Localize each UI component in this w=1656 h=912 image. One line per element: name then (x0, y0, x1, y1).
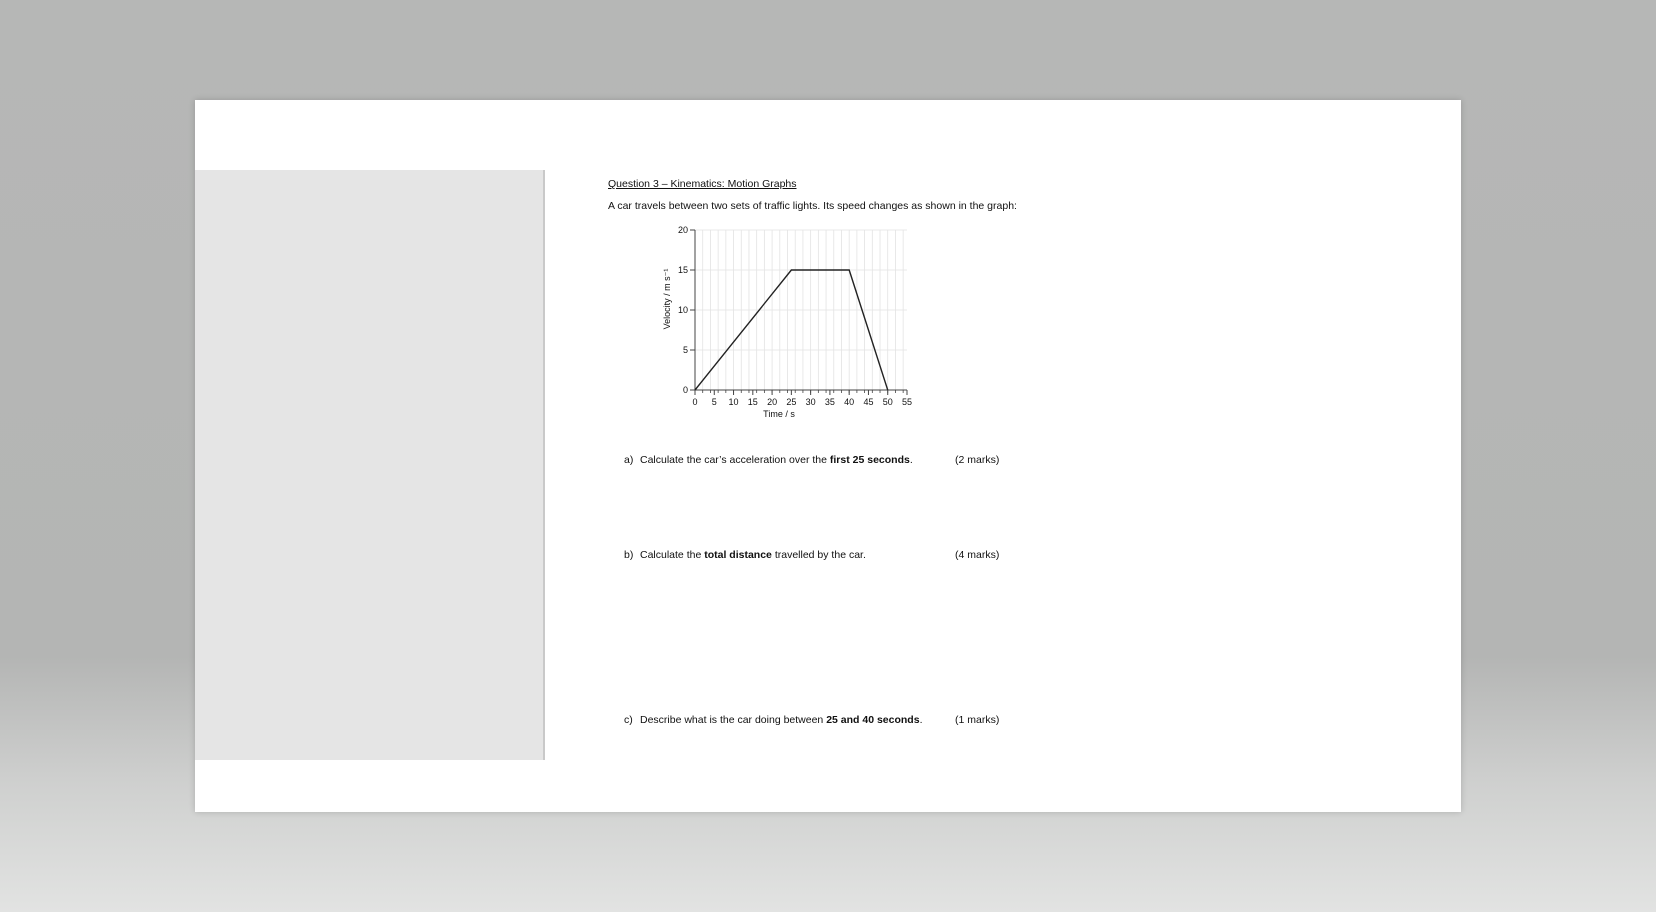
x-tick-label: 15 (747, 397, 758, 407)
x-tick-label: 0 (692, 397, 698, 407)
question-intro: A car travels between two sets of traffic lights. Its speed changes as shown in the graph: (608, 200, 1017, 212)
y-tick-label: 15 (677, 265, 688, 275)
velocity-time-chart (655, 222, 945, 422)
question-b (624, 549, 866, 561)
question-title: Question 3 – Kinematics: Motion Graphs (608, 178, 797, 190)
side-panel (195, 170, 545, 760)
x-tick-label: 35 (824, 397, 835, 407)
question-a (624, 454, 913, 466)
x-tick-label: 25 (786, 397, 797, 407)
question-c-marks: (1 marks) (955, 714, 1000, 726)
question-c-text: Describe what is the car doing between (640, 714, 827, 726)
question-b-tail: travelled by the car. (771, 549, 866, 561)
x-tick-label: 20 (767, 397, 778, 407)
question-c-emphasis: 25 and 40 seconds (826, 714, 920, 726)
x-tick-label: 10 (728, 397, 739, 407)
question-b-text: Calculate the (640, 549, 705, 561)
question-a-tail: . (909, 454, 913, 466)
question-c (624, 714, 923, 726)
document-page (195, 100, 1461, 812)
x-tick-label: 40 (844, 397, 855, 407)
x-tick-label: 30 (805, 397, 816, 407)
x-tick-label: 50 (882, 397, 893, 407)
question-b-marks: (4 marks) (955, 549, 1000, 561)
y-axis-label: Velocity / m s⁻¹ (662, 268, 672, 330)
y-tick-label: 20 (677, 225, 688, 235)
y-tick-label: 5 (682, 345, 688, 355)
velocity-series-line (695, 270, 888, 390)
question-a-marks: (2 marks) (955, 454, 1000, 466)
x-tick-label: 55 (901, 397, 913, 407)
y-tick-label: 0 (682, 385, 688, 395)
x-tick-label: 5 (711, 397, 717, 407)
question-c-letter: c) (624, 714, 633, 726)
x-axis-label: Time / s (763, 409, 795, 419)
question-b-emphasis: total distance (704, 549, 772, 561)
x-tick-label: 45 (863, 397, 874, 407)
chart-grid (695, 230, 907, 390)
question-a-emphasis: first 25 seconds (829, 454, 910, 466)
question-a-text: Calculate the car’s acceleration over the (640, 454, 830, 466)
question-b-letter: b) (624, 549, 634, 561)
question-a-letter: a) (624, 454, 634, 466)
question-c-tail: . (919, 714, 923, 726)
y-tick-label: 10 (677, 305, 688, 315)
chart-series (695, 270, 888, 390)
